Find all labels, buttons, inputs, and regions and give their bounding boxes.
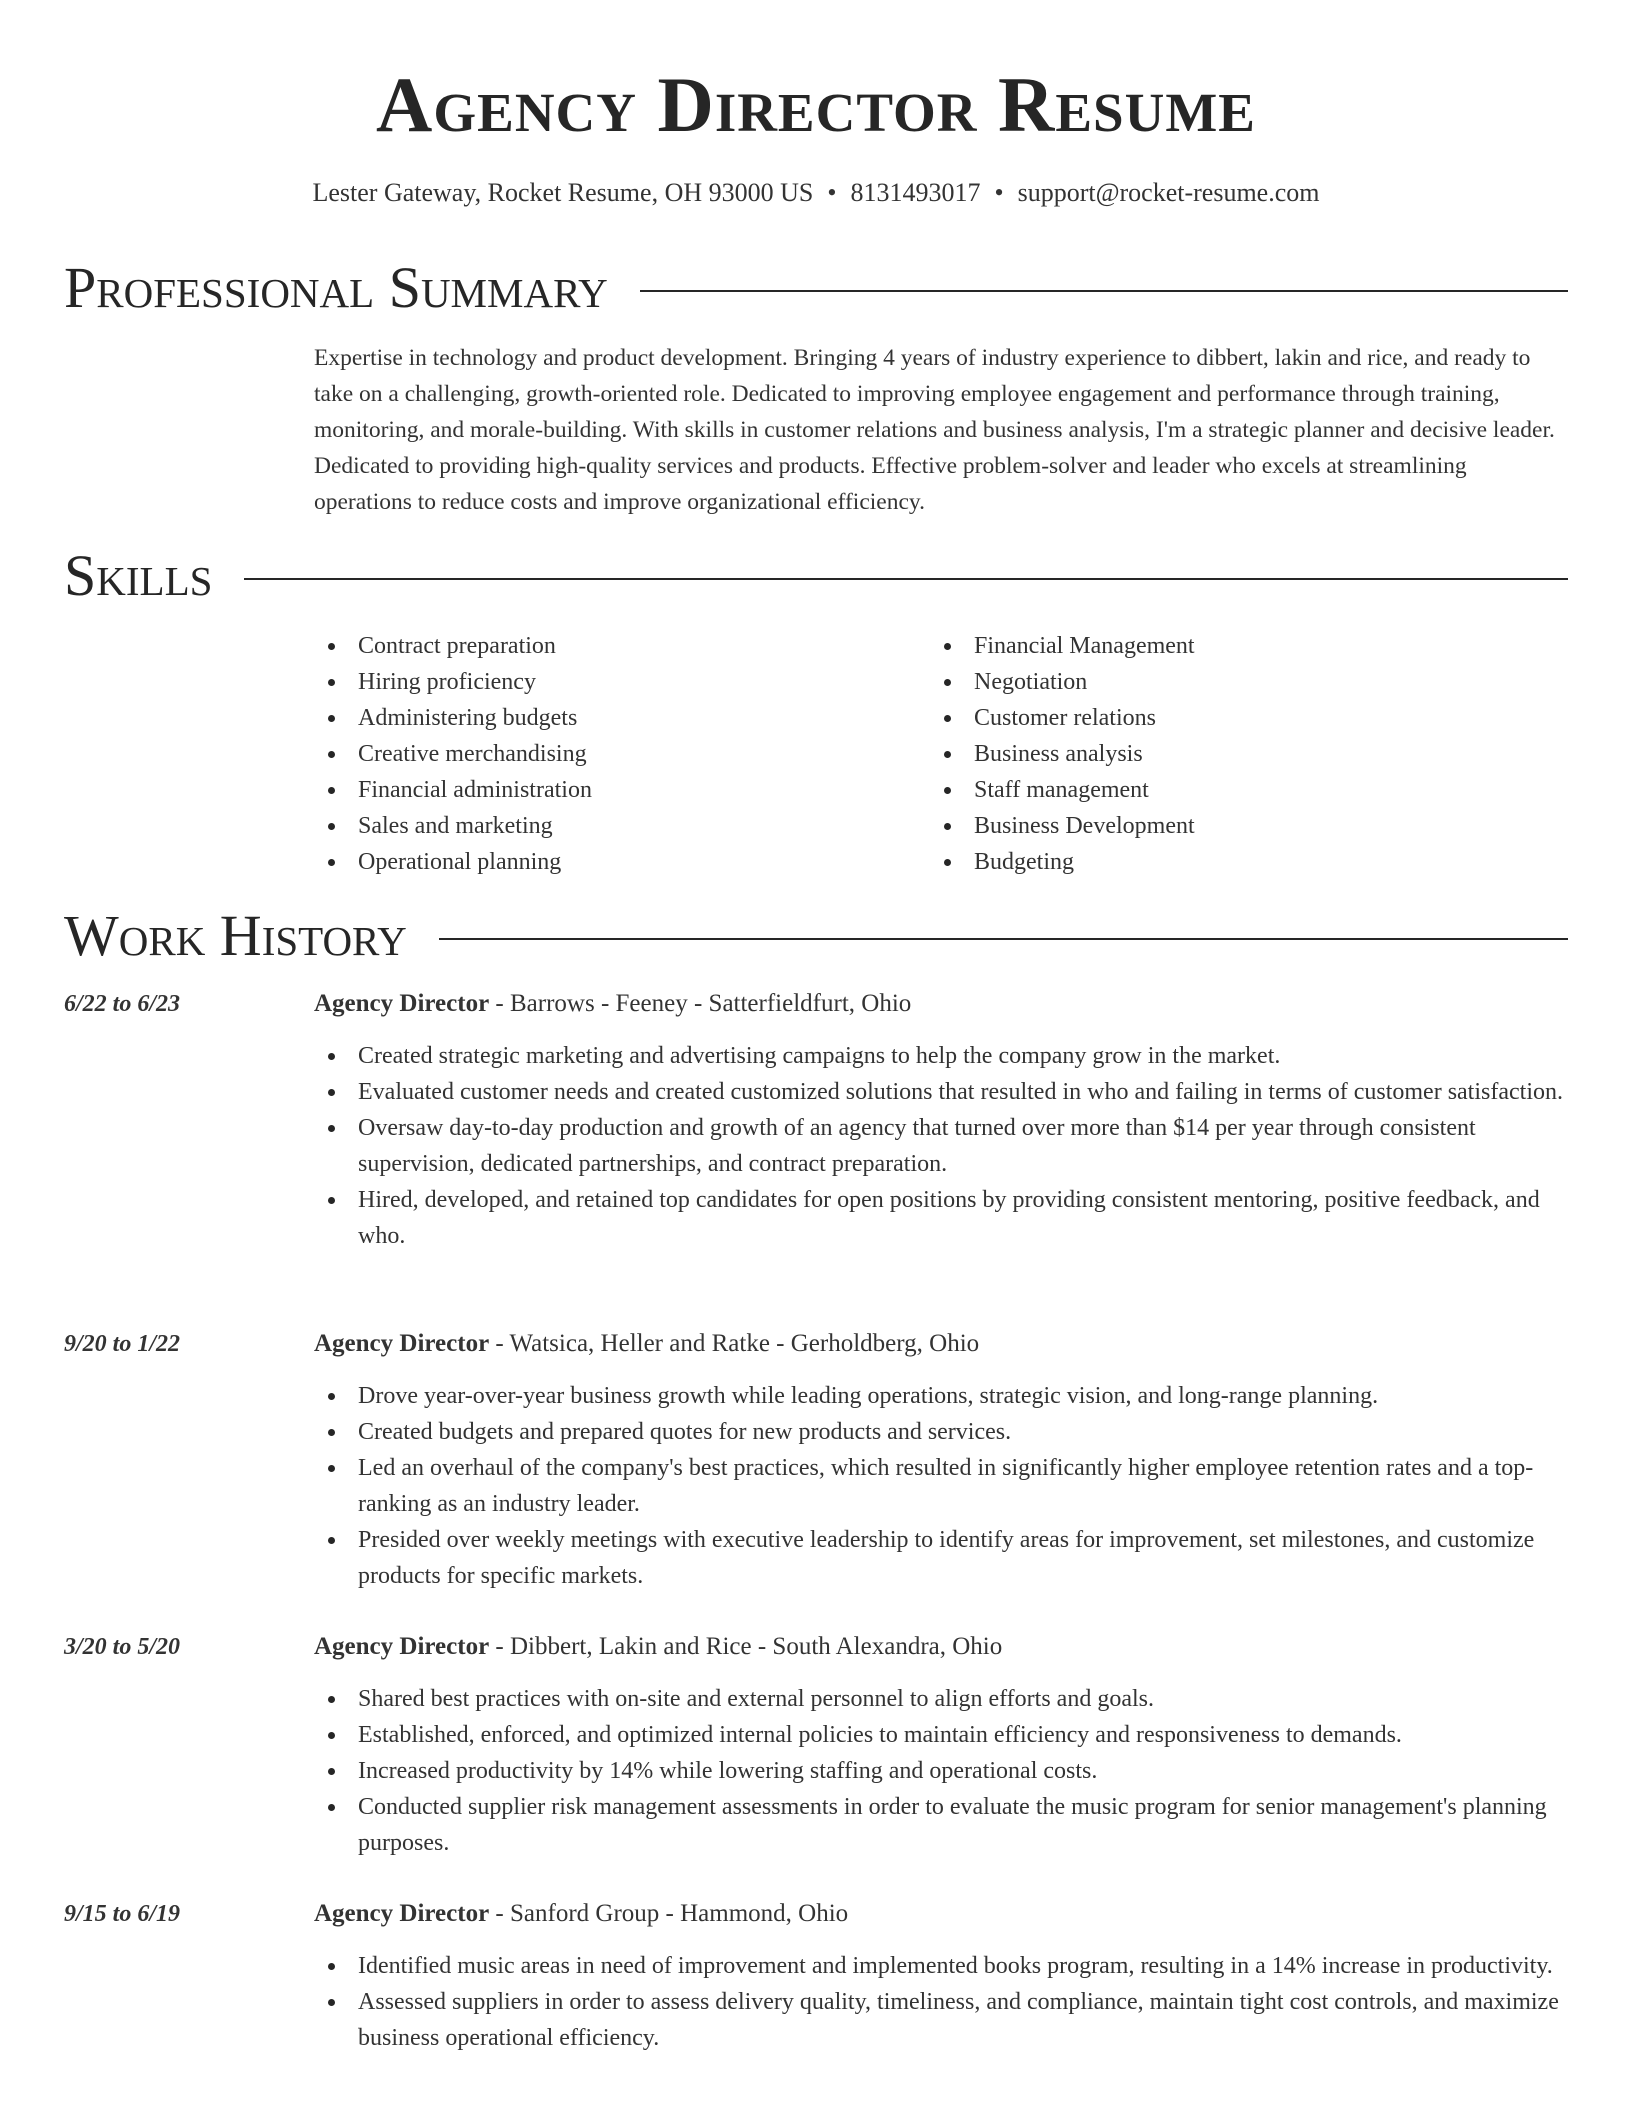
summary-text: Expertise in technology and product development. Bringing 4 years of industry experience to dibbert, lakin and rice, and ready to take on a challenging, growth-oriented role. Dedicated to improving employee engagement and performance through training, monitoring, and morale-building. With skills in customer relations and business analysis, I'm a strategic planner and decisive leader. Dedicated to providing high-quality services and products. Effective problem-solver and leader who excels at streamlining operations to reduce costs and improve organizational efficiency. xyxy=(314,345,1555,515)
job-dates: 3/20 to 5/20 xyxy=(64,1634,181,1660)
job-bullet: Evaluated customer needs and created customized solutions that resulted in who and failing in terms of customer satisfaction. xyxy=(314,1074,1568,1110)
job-details: - Dibbert, Lakin and Rice - South Alexandra, Ohio xyxy=(489,1633,1003,1660)
contact-email[interactable]: support@rocket-resume.com xyxy=(1017,178,1320,207)
job-dates: 9/15 to 6/19 xyxy=(64,1901,181,1927)
job-bullet: Presided over weekly meetings with executive leadership to identify areas for improvement, set milestones, and customize products for specific markets. xyxy=(314,1522,1568,1594)
skill-item: Customer relations xyxy=(930,700,1546,736)
job-bullet: Conducted supplier risk management assessments in order to evaluate the music program for senior management's planning purposes. xyxy=(314,1789,1568,1861)
skill-item: Financial administration xyxy=(314,772,930,808)
resume-title: Agency Director Resume xyxy=(376,61,1256,148)
skill-item: Administering budgets xyxy=(314,700,930,736)
job-heading xyxy=(314,1896,848,1932)
job-role: Agency Director xyxy=(314,1330,490,1357)
job-role: Agency Director xyxy=(314,1633,490,1660)
skill-item: Creative merchandising xyxy=(314,736,930,772)
skills-column-left xyxy=(314,628,930,880)
job-bullet: Assessed suppliers in order to assess delivery quality, timeliness, and compliance, maintain tight cost controls, and maximize business operational efficiency. xyxy=(314,1984,1568,2056)
skills-section-title: Skills xyxy=(64,543,213,608)
job-bullets xyxy=(314,1948,1568,2056)
job-bullets xyxy=(314,1378,1568,1594)
skill-item: Financial Management xyxy=(930,628,1546,664)
job-heading xyxy=(314,1326,979,1362)
skills-column-right xyxy=(930,628,1546,880)
skill-item: Contract preparation xyxy=(314,628,930,664)
skill-item: Operational planning xyxy=(314,844,930,880)
job-bullets xyxy=(314,1038,1568,1254)
skills-section-header xyxy=(64,544,1568,608)
section-divider xyxy=(439,938,1568,940)
job-bullet: Created strategic marketing and advertising campaigns to help the company grow in the market. xyxy=(314,1038,1568,1074)
skill-item: Staff management xyxy=(930,772,1546,808)
job-dates: 9/20 to 1/22 xyxy=(64,1331,181,1357)
contact-phone: 8131493017 xyxy=(850,178,981,207)
contact-separator: • xyxy=(827,178,837,207)
job-role: Agency Director xyxy=(314,1900,490,1927)
contact-address: Lester Gateway, Rocket Resume, OH 93000 US xyxy=(312,178,814,207)
skill-item: Negotiation xyxy=(930,664,1546,700)
skill-item: Business analysis xyxy=(930,736,1546,772)
job-bullet: Led an overhaul of the company's best practices, which resulted in significantly higher employee retention rates and a top-ranking as an industry leader. xyxy=(314,1450,1568,1522)
job-bullet: Created budgets and prepared quotes for new products and services. xyxy=(314,1414,1568,1450)
skills-list xyxy=(314,628,1568,880)
job-bullet: Increased productivity by 14% while lowering staffing and operational costs. xyxy=(314,1753,1568,1789)
work-section-header xyxy=(64,904,1568,968)
work-section-title: Work History xyxy=(64,903,407,968)
job-bullet: Shared best practices with on-site and external personnel to align efforts and goals. xyxy=(314,1681,1568,1717)
job-role: Agency Director xyxy=(314,990,490,1017)
skill-item: Business Development xyxy=(930,808,1546,844)
summary-section-header xyxy=(64,256,1568,320)
job-bullets xyxy=(314,1681,1568,1861)
job-details: - Watsica, Heller and Ratke - Gerholdberg, Ohio xyxy=(489,1330,980,1357)
contact-line xyxy=(0,176,1632,210)
job-bullet: Drove year-over-year business growth while leading operations, strategic vision, and long-range planning. xyxy=(314,1378,1568,1414)
job-heading xyxy=(314,1629,1002,1665)
job-bullet: Oversaw day-to-day production and growth of an agency that turned over more than $14 per year through consistent supervision, dedicated partnerships, and contract preparation. xyxy=(314,1110,1568,1182)
job-bullet: Identified music areas in need of improvement and implemented books program, resulting in a 14% increase in productivity. xyxy=(314,1948,1568,1984)
contact-separator: • xyxy=(994,178,1004,207)
job-bullet: Established, enforced, and optimized internal policies to maintain efficiency and responsiveness to demands. xyxy=(314,1717,1568,1753)
job-bullet: Hired, developed, and retained top candidates for open positions by providing consistent mentoring, positive feedback, and who. xyxy=(314,1182,1568,1254)
skill-item: Sales and marketing xyxy=(314,808,930,844)
job-dates: 6/22 to 6/23 xyxy=(64,991,181,1017)
section-divider xyxy=(640,290,1568,292)
job-details: - Sanford Group - Hammond, Ohio xyxy=(489,1900,849,1927)
job-heading xyxy=(314,986,911,1022)
summary-section-title: Professional Summary xyxy=(64,255,608,320)
section-divider xyxy=(244,578,1568,580)
skill-item: Budgeting xyxy=(930,844,1546,880)
skill-item: Hiring proficiency xyxy=(314,664,930,700)
job-details: - Barrows - Feeney - Satterfieldfurt, Ohio xyxy=(489,990,912,1017)
